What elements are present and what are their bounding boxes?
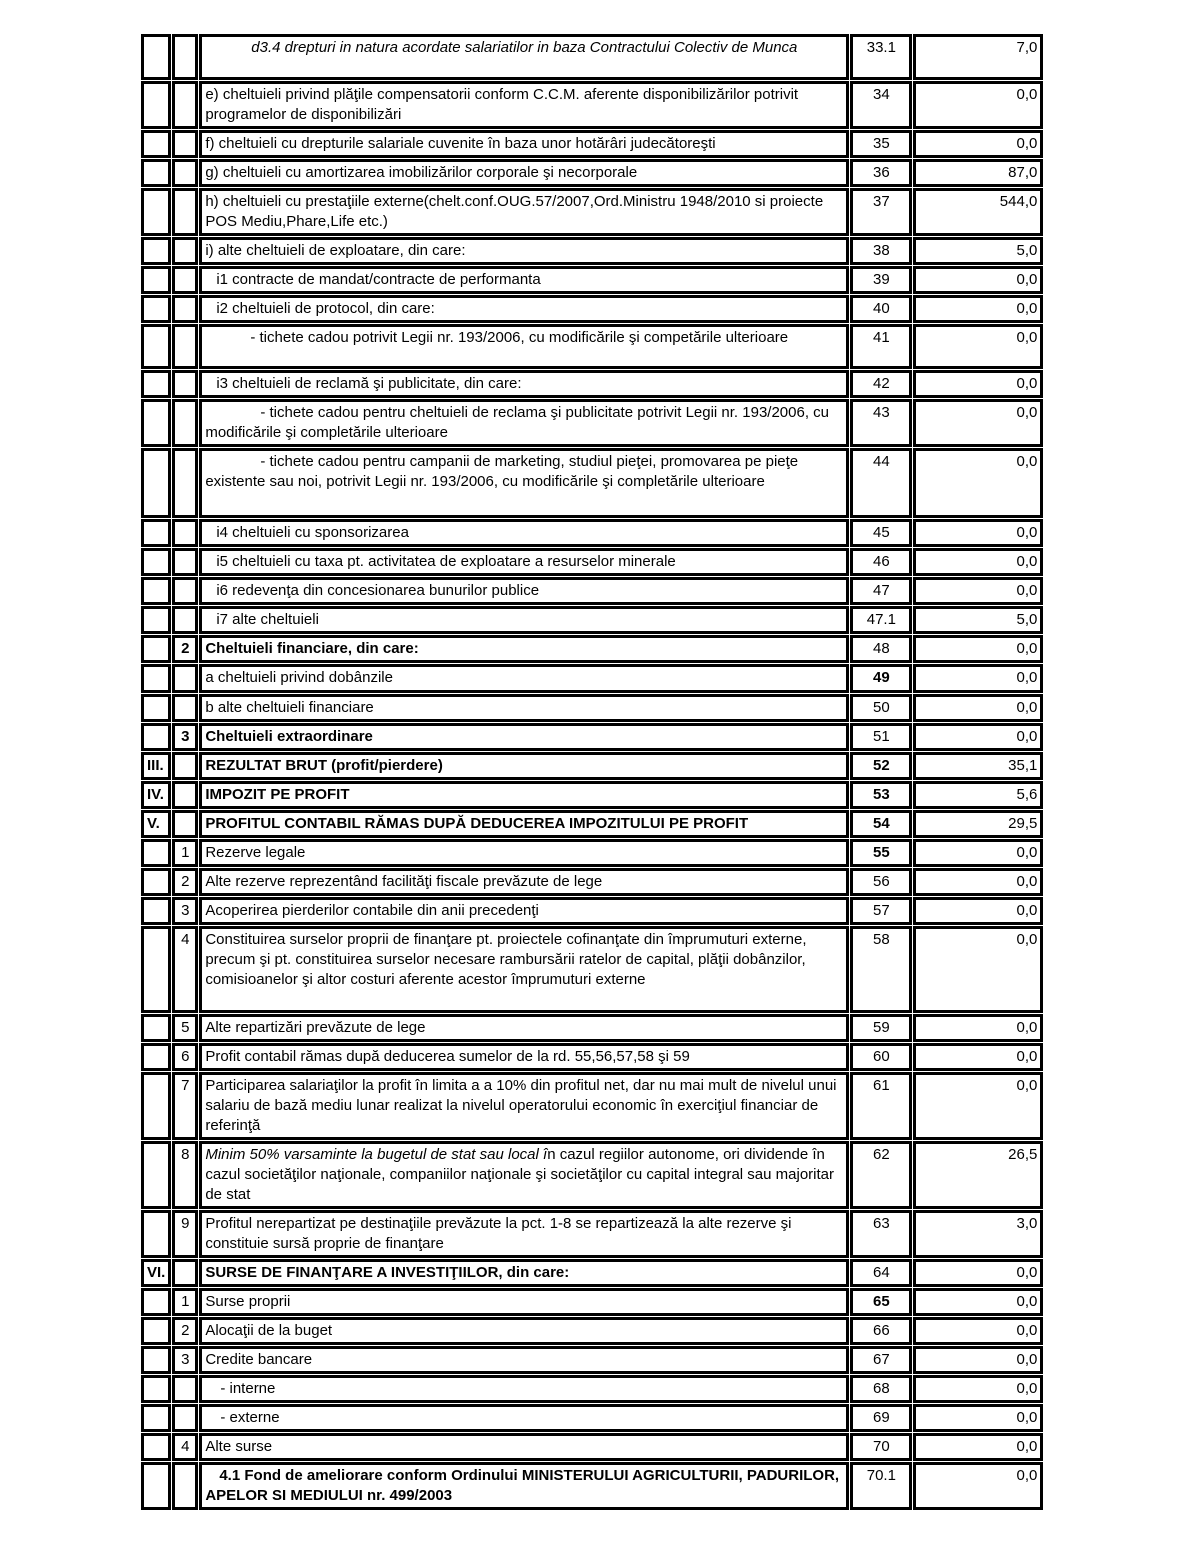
row-line-number: 36 bbox=[850, 159, 912, 187]
row-description: i4 cheltuieli cu sponsorizarea bbox=[199, 519, 849, 547]
table-row bbox=[141, 448, 1043, 518]
row-description: Alocaţii de la buget bbox=[199, 1317, 849, 1345]
row-line-number: 59 bbox=[850, 1014, 912, 1042]
row-value: 5,0 bbox=[913, 606, 1043, 634]
row-line-number: 63 bbox=[850, 1210, 912, 1258]
table-row bbox=[141, 1259, 1043, 1287]
row-line-number: 37 bbox=[850, 188, 912, 236]
row-description: i2 cheltuieli de protocol, din care: bbox=[199, 295, 849, 323]
row-description: Alte rezerve reprezentând facilităţi fiscale prevăzute de lege bbox=[199, 868, 849, 896]
row-section-numeral bbox=[141, 399, 171, 447]
row-line-number: 53 bbox=[850, 781, 912, 809]
row-line-number: 39 bbox=[850, 266, 912, 294]
table-row bbox=[141, 324, 1043, 369]
row-section-numeral bbox=[141, 81, 171, 129]
table-row bbox=[141, 868, 1043, 896]
row-line-number: 61 bbox=[850, 1072, 912, 1140]
table-row bbox=[141, 781, 1043, 809]
table-row bbox=[141, 694, 1043, 722]
row-value: 0,0 bbox=[913, 81, 1043, 129]
row-item-number: 3 bbox=[172, 1346, 198, 1374]
row-value: 0,0 bbox=[913, 1462, 1043, 1510]
row-section-numeral bbox=[141, 237, 171, 265]
table-row bbox=[141, 577, 1043, 605]
row-value: 0,0 bbox=[913, 1375, 1043, 1403]
table-row bbox=[141, 34, 1043, 80]
row-line-number: 70 bbox=[850, 1433, 912, 1461]
row-value: 0,0 bbox=[913, 635, 1043, 663]
row-section-numeral bbox=[141, 723, 171, 751]
row-value: 0,0 bbox=[913, 519, 1043, 547]
financial-table bbox=[140, 33, 1044, 1511]
table-row bbox=[141, 635, 1043, 663]
row-description: h) cheltuieli cu prestaţiile externe(chelt.conf.OUG.57/2007,Ord.Ministru 1948/2010 si proiecte POS Mediu,Phare,Life etc.) bbox=[199, 188, 849, 236]
row-description: Cheltuieli financiare, din care: bbox=[199, 635, 849, 663]
row-value: 0,0 bbox=[913, 370, 1043, 398]
row-item-number: 1 bbox=[172, 839, 198, 867]
row-line-number: 35 bbox=[850, 130, 912, 158]
row-item-number bbox=[172, 1259, 198, 1287]
row-value: 0,0 bbox=[913, 897, 1043, 925]
table-row bbox=[141, 266, 1043, 294]
table-row bbox=[141, 839, 1043, 867]
row-description: - tichete cadou pentru cheltuieli de reclama şi publicitate potrivit Legii nr. 193/2006, cu modificările şi completările ulterioare bbox=[199, 399, 849, 447]
row-item-number bbox=[172, 781, 198, 809]
table-row bbox=[141, 1141, 1043, 1209]
row-item-number bbox=[172, 295, 198, 323]
row-item-number: 6 bbox=[172, 1043, 198, 1071]
row-item-number bbox=[172, 606, 198, 634]
row-line-number: 51 bbox=[850, 723, 912, 751]
row-line-number: 40 bbox=[850, 295, 912, 323]
row-line-number: 46 bbox=[850, 548, 912, 576]
row-section-numeral bbox=[141, 926, 171, 1013]
row-item-number: 1 bbox=[172, 1288, 198, 1316]
row-description: f) cheltuieli cu drepturile salariale cuvenite în baza unor hotărâri judecătoreşti bbox=[199, 130, 849, 158]
table-row bbox=[141, 1014, 1043, 1042]
row-section-numeral bbox=[141, 266, 171, 294]
row-description: - interne bbox=[199, 1375, 849, 1403]
row-section-numeral bbox=[141, 1072, 171, 1140]
row-item-number: 2 bbox=[172, 868, 198, 896]
row-description: i1 contracte de mandat/contracte de performanta bbox=[199, 266, 849, 294]
row-description: i3 cheltuieli de reclamă şi publicitate, din care: bbox=[199, 370, 849, 398]
row-section-numeral bbox=[141, 130, 171, 158]
table-row bbox=[141, 926, 1043, 1013]
row-value: 0,0 bbox=[913, 839, 1043, 867]
row-section-numeral: IV. bbox=[141, 781, 171, 809]
row-section-numeral bbox=[141, 1375, 171, 1403]
row-section-numeral bbox=[141, 159, 171, 187]
row-description: Rezerve legale bbox=[199, 839, 849, 867]
row-description: Cheltuieli extraordinare bbox=[199, 723, 849, 751]
table-row bbox=[141, 664, 1043, 693]
table-row bbox=[141, 1072, 1043, 1140]
row-item-number bbox=[172, 1404, 198, 1432]
row-item-number bbox=[172, 577, 198, 605]
row-description: g) cheltuieli cu amortizarea imobilizărilor corporale şi necorporale bbox=[199, 159, 849, 187]
row-value: 87,0 bbox=[913, 159, 1043, 187]
row-line-number: 70.1 bbox=[850, 1462, 912, 1510]
row-line-number: 67 bbox=[850, 1346, 912, 1374]
row-line-number: 43 bbox=[850, 399, 912, 447]
table-row bbox=[141, 237, 1043, 265]
row-line-number: 56 bbox=[850, 868, 912, 896]
row-line-number: 64 bbox=[850, 1259, 912, 1287]
row-item-number bbox=[172, 188, 198, 236]
row-value: 0,0 bbox=[913, 694, 1043, 722]
row-line-number: 42 bbox=[850, 370, 912, 398]
row-item-number bbox=[172, 266, 198, 294]
row-item-number: 7 bbox=[172, 1072, 198, 1140]
row-item-number bbox=[172, 324, 198, 369]
row-description: i) alte cheltuieli de exploatare, din care: bbox=[199, 237, 849, 265]
row-value: 5,6 bbox=[913, 781, 1043, 809]
row-line-number: 52 bbox=[850, 752, 912, 780]
row-section-numeral bbox=[141, 1317, 171, 1345]
table-row bbox=[141, 897, 1043, 925]
table-row bbox=[141, 810, 1043, 838]
row-value: 0,0 bbox=[913, 266, 1043, 294]
table-row bbox=[141, 1433, 1043, 1461]
row-item-number: 2 bbox=[172, 635, 198, 663]
row-description: Participarea salariaţilor la profit în limita a a 10% din profitul net, dar nu mai mult de nivelul unui salariu de bază mediu lunar realizat la nivelul operatorului economic în exerciţiul financiar de referinţă bbox=[199, 1072, 849, 1140]
row-item-number bbox=[172, 448, 198, 518]
row-section-numeral bbox=[141, 606, 171, 634]
row-description: Alte surse bbox=[199, 1433, 849, 1461]
row-line-number: 49 bbox=[850, 664, 912, 693]
row-item-number bbox=[172, 399, 198, 447]
row-description: i6 redevenţa din concesionarea bunurilor publice bbox=[199, 577, 849, 605]
table-row bbox=[141, 130, 1043, 158]
row-section-numeral: V. bbox=[141, 810, 171, 838]
row-description: REZULTAT BRUT (profit/pierdere) bbox=[199, 752, 849, 780]
row-section-numeral bbox=[141, 1433, 171, 1461]
row-line-number: 41 bbox=[850, 324, 912, 369]
row-description: 4.1 Fond de ameliorare conform Ordinului MINISTERULUI AGRICULTURII, PADURILOR, APELOR SI MEDIULUI nr. 499/2003 bbox=[199, 1462, 849, 1510]
table-row bbox=[141, 1317, 1043, 1345]
row-section-numeral bbox=[141, 1043, 171, 1071]
row-section-numeral bbox=[141, 324, 171, 369]
row-item-number bbox=[172, 370, 198, 398]
row-description: - externe bbox=[199, 1404, 849, 1432]
row-section-numeral bbox=[141, 295, 171, 323]
row-line-number: 44 bbox=[850, 448, 912, 518]
row-item-number bbox=[172, 159, 198, 187]
description-segment: n cazul regiilor autonome, ori dividende în cazul societăţilor naţionale, companiilor naţionale şi societăţilor cu capital integral sau majoritar de stat bbox=[205, 1146, 834, 1203]
row-section-numeral bbox=[141, 34, 171, 80]
row-line-number: 34 bbox=[850, 81, 912, 129]
row-section-numeral bbox=[141, 577, 171, 605]
row-description bbox=[199, 34, 849, 80]
row-item-number bbox=[172, 130, 198, 158]
row-line-number: 33.1 bbox=[850, 34, 912, 80]
row-item-number bbox=[172, 752, 198, 780]
row-section-numeral bbox=[141, 1141, 171, 1209]
row-item-number bbox=[172, 81, 198, 129]
table-row bbox=[141, 370, 1043, 398]
row-item-number: 5 bbox=[172, 1014, 198, 1042]
row-description: Constituirea surselor proprii de finanţare pt. proiectele cofinanţate din împrumuturi externe, precum şi pt. constituirea surselor necesare rambursării ratelor de capital, plăţii dobânzilor, comisioanelor şi altor costuri aferente acestor împrumuturi externe bbox=[199, 926, 849, 1013]
row-description: PROFITUL CONTABIL RĂMAS DUPĂ DEDUCEREA IMPOZITULUI PE PROFIT bbox=[199, 810, 849, 838]
row-section-numeral: III. bbox=[141, 752, 171, 780]
table-row bbox=[141, 81, 1043, 129]
row-value: 0,0 bbox=[913, 868, 1043, 896]
row-value: 35,1 bbox=[913, 752, 1043, 780]
row-line-number: 38 bbox=[850, 237, 912, 265]
row-section-numeral bbox=[141, 1404, 171, 1432]
row-description: - tichete cadou pentru campanii de marketing, studiul pieţei, promovarea pe pieţe existente sau noi, potrivit Legii nr. 193/2006, cu modificările şi completările ulterioare bbox=[199, 448, 849, 518]
row-value: 0,0 bbox=[913, 1288, 1043, 1316]
row-section-numeral bbox=[141, 448, 171, 518]
row-section-numeral bbox=[141, 839, 171, 867]
row-item-number bbox=[172, 810, 198, 838]
row-value: 0,0 bbox=[913, 1072, 1043, 1140]
row-value: 0,0 bbox=[913, 1404, 1043, 1432]
table-row bbox=[141, 752, 1043, 780]
row-value: 0,0 bbox=[913, 926, 1043, 1013]
row-description: a cheltuieli privind dobânzile bbox=[199, 664, 849, 693]
row-value: 0,0 bbox=[913, 664, 1043, 693]
row-value: 0,0 bbox=[913, 1043, 1043, 1071]
table-row bbox=[141, 548, 1043, 576]
row-section-numeral bbox=[141, 1462, 171, 1510]
row-description: SURSE DE FINANŢARE A INVESTIŢIILOR, din care: bbox=[199, 1259, 849, 1287]
row-line-number: 55 bbox=[850, 839, 912, 867]
row-line-number: 50 bbox=[850, 694, 912, 722]
row-item-number bbox=[172, 237, 198, 265]
row-section-numeral bbox=[141, 188, 171, 236]
row-item-number bbox=[172, 34, 198, 80]
row-item-number: 3 bbox=[172, 723, 198, 751]
row-value: 0,0 bbox=[913, 577, 1043, 605]
row-item-number: 4 bbox=[172, 1433, 198, 1461]
row-line-number: 48 bbox=[850, 635, 912, 663]
row-description: Profitul nerepartizat pe destinaţiile prevăzute la pct. 1-8 se repartizează la alte rezerve şi constituie sursă proprie de finanţare bbox=[199, 1210, 849, 1258]
table-row bbox=[141, 399, 1043, 447]
row-value: 0,0 bbox=[913, 1014, 1043, 1042]
table-row bbox=[141, 1462, 1043, 1510]
row-line-number: 68 bbox=[850, 1375, 912, 1403]
row-value: 0,0 bbox=[913, 324, 1043, 369]
row-value: 0,0 bbox=[913, 130, 1043, 158]
table-row bbox=[141, 1288, 1043, 1316]
row-value: 0,0 bbox=[913, 1317, 1043, 1345]
row-description: b alte cheltuieli financiare bbox=[199, 694, 849, 722]
row-section-numeral bbox=[141, 635, 171, 663]
row-line-number: 47.1 bbox=[850, 606, 912, 634]
row-section-numeral bbox=[141, 897, 171, 925]
row-description: Alte repartizări prevăzute de lege bbox=[199, 1014, 849, 1042]
row-value: 0,0 bbox=[913, 399, 1043, 447]
row-value: 5,0 bbox=[913, 237, 1043, 265]
row-value: 0,0 bbox=[913, 295, 1043, 323]
table-row bbox=[141, 1043, 1043, 1071]
row-description: Acoperirea pierderilor contabile din anii precedenţi bbox=[199, 897, 849, 925]
row-description: e) cheltuieli privind plăţile compensatorii conform C.C.M. aferente disponibilizărilor potrivit programelor de disponibilizări bbox=[199, 81, 849, 129]
row-description: Credite bancare bbox=[199, 1346, 849, 1374]
row-item-number: 8 bbox=[172, 1141, 198, 1209]
row-item-number: 9 bbox=[172, 1210, 198, 1258]
row-description: i7 alte cheltuieli bbox=[199, 606, 849, 634]
table-row bbox=[141, 519, 1043, 547]
row-description bbox=[199, 1141, 849, 1209]
row-value: 29,5 bbox=[913, 810, 1043, 838]
row-item-number bbox=[172, 519, 198, 547]
row-description: Surse proprii bbox=[199, 1288, 849, 1316]
table-row bbox=[141, 606, 1043, 634]
row-section-numeral bbox=[141, 694, 171, 722]
row-value: 0,0 bbox=[913, 548, 1043, 576]
row-section-numeral bbox=[141, 370, 171, 398]
row-value: 0,0 bbox=[913, 1433, 1043, 1461]
row-item-number bbox=[172, 664, 198, 693]
row-line-number: 66 bbox=[850, 1317, 912, 1345]
table-row bbox=[141, 723, 1043, 751]
row-value: 7,0 bbox=[913, 34, 1043, 80]
table-row bbox=[141, 1346, 1043, 1374]
row-line-number: 54 bbox=[850, 810, 912, 838]
table-row bbox=[141, 1375, 1043, 1403]
table-row bbox=[141, 1210, 1043, 1258]
row-line-number: 60 bbox=[850, 1043, 912, 1071]
row-section-numeral bbox=[141, 1288, 171, 1316]
row-value: 0,0 bbox=[913, 1346, 1043, 1374]
row-section-numeral bbox=[141, 548, 171, 576]
row-section-numeral: VI. bbox=[141, 1259, 171, 1287]
row-line-number: 65 bbox=[850, 1288, 912, 1316]
row-item-number bbox=[172, 1462, 198, 1510]
row-item-number bbox=[172, 1375, 198, 1403]
row-line-number: 57 bbox=[850, 897, 912, 925]
row-value: 26,5 bbox=[913, 1141, 1043, 1209]
row-value: 0,0 bbox=[913, 448, 1043, 518]
row-description: IMPOZIT PE PROFIT bbox=[199, 781, 849, 809]
row-item-number: 3 bbox=[172, 897, 198, 925]
row-line-number: 45 bbox=[850, 519, 912, 547]
row-item-number bbox=[172, 548, 198, 576]
description-italic-segment: Minim 50% varsaminte la bugetul de stat sau local î bbox=[205, 1146, 548, 1163]
row-line-number: 62 bbox=[850, 1141, 912, 1209]
row-section-numeral bbox=[141, 1210, 171, 1258]
row-section-numeral bbox=[141, 1346, 171, 1374]
row-section-numeral bbox=[141, 868, 171, 896]
row-value: 0,0 bbox=[913, 1259, 1043, 1287]
row-line-number: 69 bbox=[850, 1404, 912, 1432]
table-row bbox=[141, 295, 1043, 323]
row-line-number: 47 bbox=[850, 577, 912, 605]
row-description: - tichete cadou potrivit Legii nr. 193/2006, cu modificările şi competările ulterioare bbox=[199, 324, 849, 369]
row-item-number bbox=[172, 694, 198, 722]
row-description: i5 cheltuieli cu taxa pt. activitatea de exploatare a resurselor minerale bbox=[199, 548, 849, 576]
table-row bbox=[141, 1404, 1043, 1432]
row-section-numeral bbox=[141, 519, 171, 547]
row-value: 544,0 bbox=[913, 188, 1043, 236]
row-section-numeral bbox=[141, 664, 171, 693]
row-value: 3,0 bbox=[913, 1210, 1043, 1258]
row-line-number: 58 bbox=[850, 926, 912, 1013]
table-row bbox=[141, 159, 1043, 187]
row-item-number: 2 bbox=[172, 1317, 198, 1345]
row-item-number: 4 bbox=[172, 926, 198, 1013]
row-section-numeral bbox=[141, 1014, 171, 1042]
row-value: 0,0 bbox=[913, 723, 1043, 751]
row-description: Profit contabil rămas după deducerea sumelor de la rd. 55,56,57,58 şi 59 bbox=[199, 1043, 849, 1071]
table-row bbox=[141, 188, 1043, 236]
description-italic-segment: d3.4 drepturi in natura acordate salariatilor in baza Contractului Colectiv de Munca bbox=[251, 39, 798, 56]
